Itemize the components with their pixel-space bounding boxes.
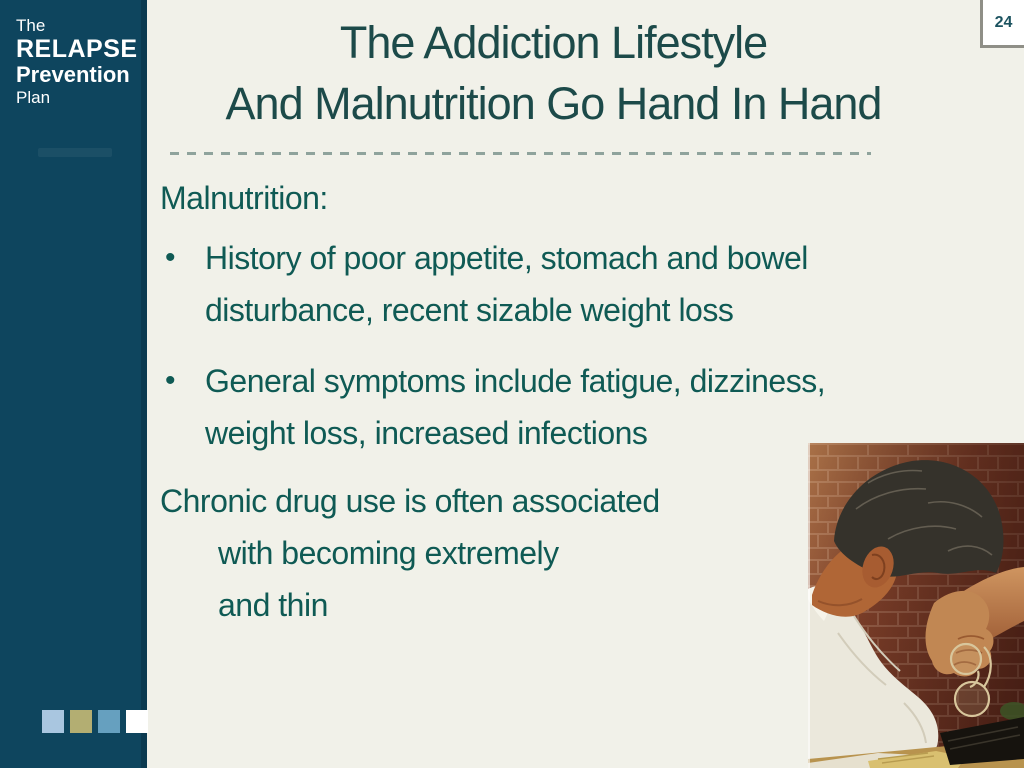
logo-line-relapse: RELAPSE	[16, 35, 138, 64]
palette-square-white	[126, 710, 148, 733]
logo-line-prevention: Prevention	[16, 62, 130, 88]
closing-paragraph	[160, 475, 660, 631]
intro-text: Malnutrition:	[160, 180, 328, 216]
slide-title	[147, 12, 960, 134]
bullet-item-1	[160, 232, 808, 336]
title-line-2: And Malnutrition Go Hand In Hand	[225, 78, 882, 129]
bullet-2-line-1: General symptoms include fatigue, dizziness,	[205, 363, 826, 399]
page-number-box	[980, 0, 1024, 48]
palette-square-olive	[70, 710, 92, 733]
palette-square-steel-blue	[98, 710, 120, 733]
bullet-1-line-2: disturbance, recent sizable weight loss	[205, 292, 734, 328]
title-dashed-divider	[170, 152, 871, 155]
logo-line-the: The	[16, 16, 46, 35]
page-number: 24	[994, 13, 1013, 31]
sidebar-faint-mark	[38, 148, 112, 157]
palette-squares	[42, 710, 148, 733]
sidebar	[0, 0, 147, 768]
logo-line-plan: Plan	[16, 87, 51, 107]
closing-line-3: and thin	[218, 587, 328, 623]
bullet-item-2	[160, 355, 825, 459]
bullet-text	[205, 355, 825, 459]
bullet-2-line-2: weight loss, increased infections	[205, 415, 648, 451]
photo-left-edge-highlight	[808, 443, 810, 768]
title-line-1: The Addiction Lifestyle	[339, 17, 768, 68]
photo-man-holding-glasses	[808, 443, 1024, 768]
photo-illustration	[808, 443, 1024, 768]
closing-line-2: with becoming extremely	[218, 535, 559, 571]
bullet-text	[205, 232, 808, 336]
bullet-marker: •	[165, 364, 176, 397]
relapse-prevention-plan-logo	[0, 0, 141, 107]
bullet-1-line-1: History of poor appetite, stomach and bowel	[205, 240, 808, 276]
palette-square-light-blue	[42, 710, 64, 733]
bullet-marker: •	[165, 241, 176, 274]
closing-line-1: Chronic drug use is often associated	[160, 483, 660, 519]
